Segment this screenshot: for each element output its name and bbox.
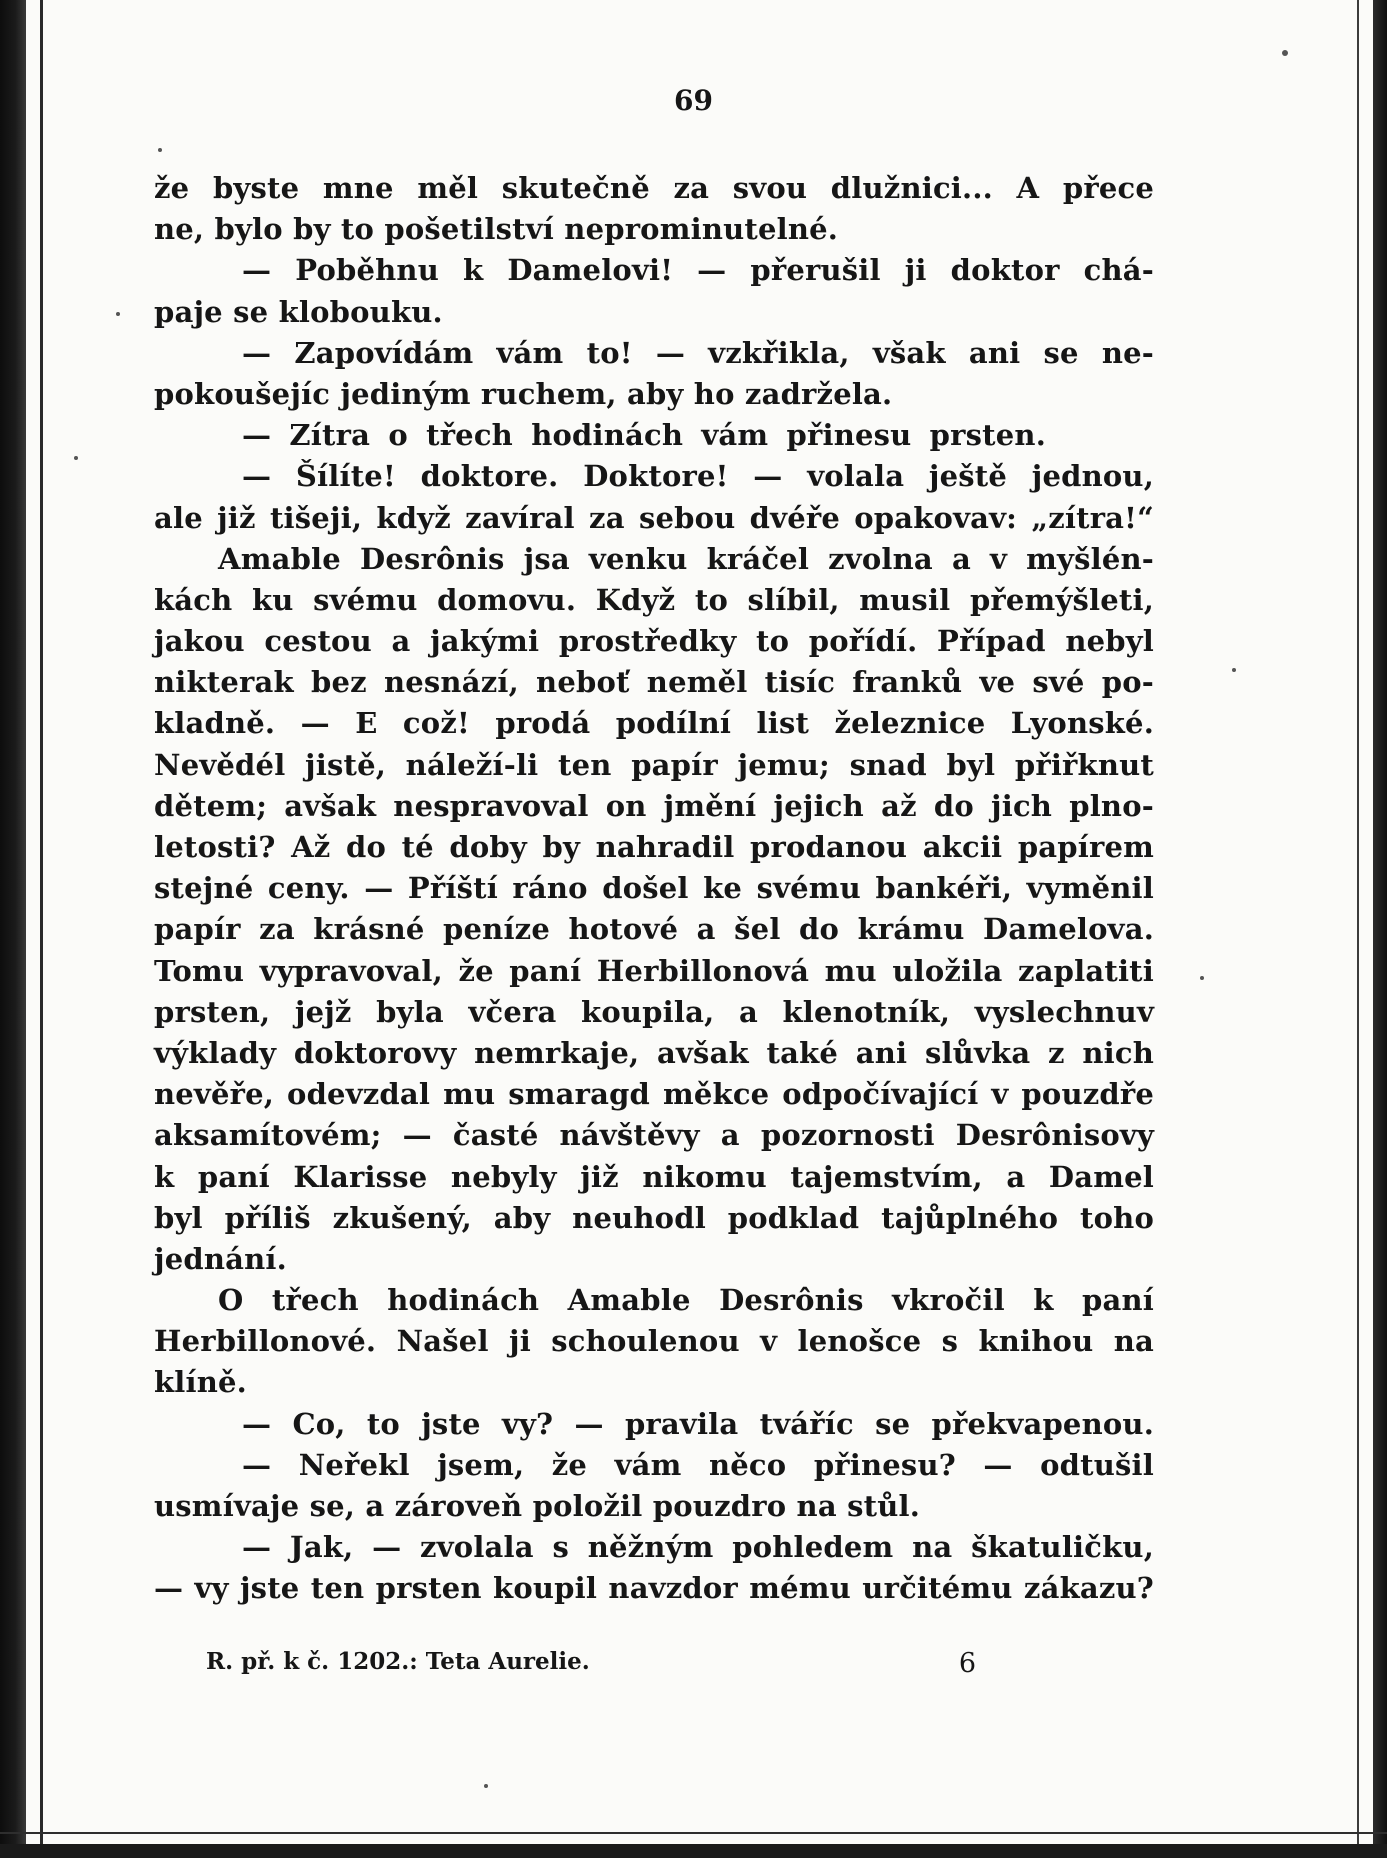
text-line: usmívaje se, a zároveň položil pouzdro na stůl. <box>154 1489 921 1523</box>
text-line: nevěře, odevzdal mu smaragd měkce odpočívající v pouzdře <box>154 1077 1154 1112</box>
text-line: že byste mne měl skutečně za svou dlužnici... A přece <box>154 171 1154 205</box>
scan-left-edge <box>0 0 26 1858</box>
text-line: jakou cestou a jakými prostředky to pořídí. Případ nebyl <box>154 624 1154 659</box>
text-line: papír za krásné peníze hotové a šel do krámu Damelova. <box>154 912 1154 947</box>
text-line: jednání. <box>154 1241 287 1276</box>
text-line: — Neřekl jsem, že vám něco přinesu? — odtušil <box>242 1447 1154 1482</box>
text-line: klíně. <box>154 1365 247 1400</box>
text-line: — Co, to jste vy? — pravila tváříc se překvapenou. <box>242 1406 1154 1441</box>
text-line: byl příliš zkušený, aby neuhodl podklad tajůplného toho <box>154 1200 1154 1235</box>
footer-imprint: R. př. k č. 1202.: Teta Aurelie. <box>206 1648 590 1675</box>
page-footer <box>206 1648 976 1679</box>
scan-speck <box>1200 976 1204 980</box>
scan-right-edge <box>1373 0 1387 1858</box>
text-line: paje se klobouku. <box>154 294 443 329</box>
text-line: — Zapovídám vám to! — vzkřikla, však ani se ne- <box>242 335 1154 370</box>
body-text <box>154 168 1154 1610</box>
text-line: k paní Klarisse nebyly již nikomu tajemstvím, a Damel <box>154 1159 1154 1194</box>
scan-speck <box>1232 668 1236 672</box>
text-line: — vy jste ten prsten koupil navzdor mému určitému zákazu? <box>154 1571 1154 1606</box>
scan-speck <box>158 148 162 152</box>
page-number: 69 <box>674 84 713 117</box>
text-line: Tomu vypravoval, že paní Herbillonová mu uložila zaplatiti <box>154 953 1154 988</box>
scan-bottom-edge <box>0 1844 1387 1858</box>
text-line: prsten, jejž byla včera koupila, a klenotník, vyslechnuv <box>154 994 1154 1029</box>
text-line: Herbillonové. Našel ji schoulenou v lenošce s knihou na <box>154 1324 1154 1359</box>
text-line: Nevědél jistě, náleží-li ten papír jemu; snad byl přiřknut <box>154 747 1154 782</box>
scan-bottom-border-line <box>0 1832 1387 1834</box>
text-line: aksamítovém; — časté návštěvy a pozornosti Desrônisovy <box>154 1118 1154 1153</box>
text-line: — Zítra o třech hodinách vám přinesu prsten. <box>242 418 1046 453</box>
text-line: ale již tišeji, když zavíral za sebou dvéře opakovav: „zítra!“ <box>154 500 1154 535</box>
text-line: — Poběhnu k Damelovi! — přerušil ji doktor chá- <box>242 253 1154 288</box>
scan-speck <box>74 456 78 460</box>
text-line: výklady doktorovy nemrkaje, avšak také ani slůvka z nich <box>154 1035 1154 1070</box>
text-line: dětem; avšak nespravoval on jmění jejich až do jich plno- <box>154 788 1154 823</box>
text-line: stejné ceny. — Příští ráno došel ke svému bankéři, vyměnil <box>154 871 1154 906</box>
text-line: pokoušejíc jediným ruchem, aby ho zadržela. <box>154 376 893 411</box>
text-line: ne, bylo by to pošetilství neprominutelné. <box>154 212 839 247</box>
text-line: nikterak bez nesnází, neboť neměl tisíc franků ve své po- <box>154 665 1154 700</box>
footer-signature: 6 <box>958 1648 976 1679</box>
scan-left-border-line <box>40 0 43 1858</box>
text-line: kladně. — E což! prodá podílní list železnice Lyonské. <box>154 706 1154 741</box>
text-line: kách ku svému domovu. Když to slíbil, musil přemýšleti, <box>154 582 1154 617</box>
text-line: — Šílíte! doktore. Doktore! — volala ještě jednou, <box>242 459 1154 494</box>
scan-speck <box>484 1784 488 1788</box>
scan-speck <box>1282 50 1288 56</box>
text-line: Amable Desrônis jsa venku kráčel zvolna a v myšlén- <box>218 541 1154 576</box>
text-line: O třech hodinách Amable Desrônis vkročil k paní <box>218 1283 1154 1318</box>
text-line: — Jak, — zvolala s něžným pohledem na škatuličku, <box>242 1530 1154 1565</box>
scan-speck <box>116 312 120 316</box>
text-line: letosti? Až do té doby by nahradil prodanou akcii papírem <box>154 830 1154 864</box>
scan-right-border-line <box>1357 0 1359 1858</box>
